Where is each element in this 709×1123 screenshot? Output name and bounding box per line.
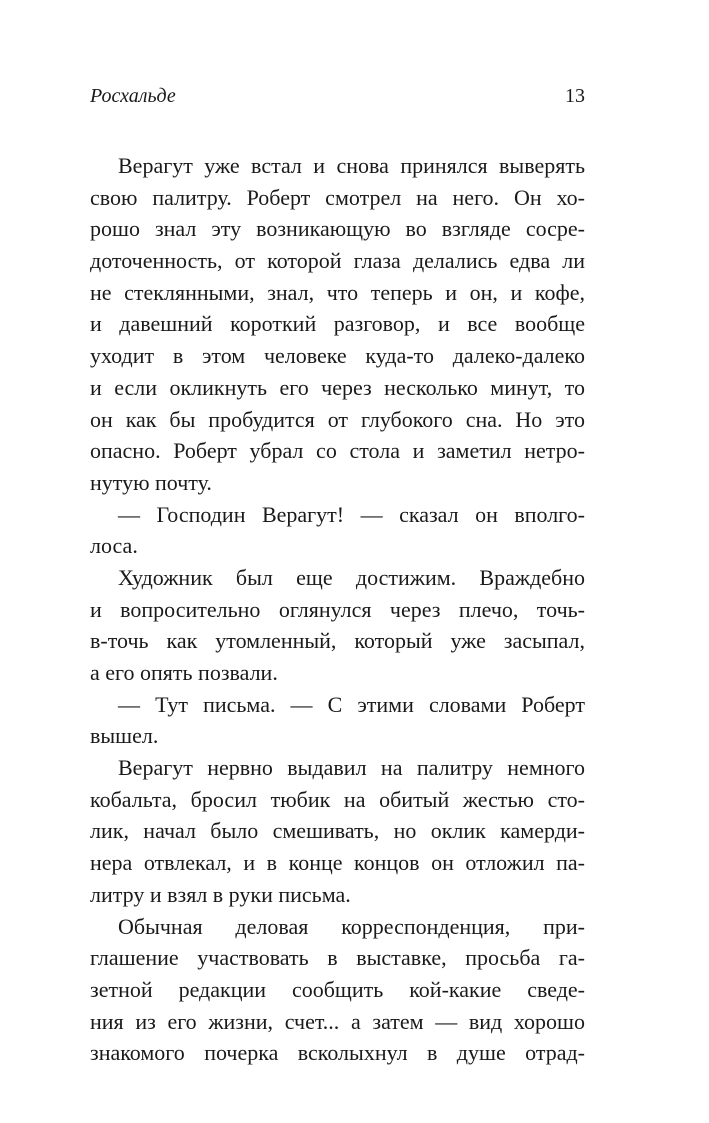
text-line: рошо знал эту возникающую во взгляде сосре-: [90, 216, 585, 242]
text-line: Художник был еще достижим. Враждебно: [118, 564, 585, 590]
page-number: 13: [565, 85, 585, 107]
text-line: знакомого почерка всколыхнул в душе отрад-: [90, 1040, 585, 1066]
text-line: и если окликнуть его через несколько минут, то: [90, 374, 585, 400]
text-line: и вопросительно оглянулся через плечо, точь-: [90, 596, 585, 622]
text-line: нутую почту.: [90, 469, 212, 495]
running-head: [90, 84, 585, 108]
text-line: глашение участвовать в выставке, просьба га-: [90, 945, 585, 971]
text-line: уходит в этом человеке куда-то далеко-далеко: [90, 343, 585, 369]
text-line: зетной редакции сообщить кой-какие сведе-: [90, 976, 585, 1002]
running-title: Росхальде: [90, 85, 176, 107]
text-body: [90, 150, 585, 1069]
text-line: не стеклянными, знал, что теперь и он, и кофе,: [90, 279, 585, 305]
text-line: он как бы пробудится от глубокого сна. Но это: [90, 406, 585, 432]
text-line: литру и взял в руки письма.: [90, 881, 351, 907]
text-line: кобальта, бросил тюбик на обитый жестью сто-: [90, 786, 585, 812]
text-line: опасно. Роберт убрал со стола и заметил нетро-: [90, 438, 585, 464]
text-line: доточенность, от которой глаза делались едва ли: [90, 248, 585, 274]
text-line: — Тут письма. — С этими словами Роберт: [118, 691, 585, 717]
text-line: в-точь как утомленный, который уже засыпал,: [90, 628, 585, 654]
text-line: вышел.: [90, 723, 159, 749]
text-line: Верагут уже встал и снова принялся выверять: [118, 153, 585, 178]
text-line: и давешний короткий разговор, и все вообще: [90, 311, 585, 337]
text-line: лик, начал было смешивать, но оклик камерди-: [90, 818, 585, 844]
text-line: а его опять позвали.: [90, 660, 278, 685]
text-line: Верагут нервно выдавил на палитру немного: [118, 755, 585, 781]
text-line: свою палитру. Роберт смотрел на него. Он хо-: [90, 184, 585, 210]
text-line: ния из его жизни, счет... а затем — вид хорошо: [90, 1008, 585, 1034]
text-line: лоса.: [90, 533, 138, 559]
text-line: нера отвлекал, и в конце концов он отложил па-: [90, 850, 585, 876]
text-line: — Господин Верагут! — сказал он вполго-: [118, 501, 585, 527]
text-line: Обычная деловая корреспонденция, при-: [118, 913, 585, 939]
